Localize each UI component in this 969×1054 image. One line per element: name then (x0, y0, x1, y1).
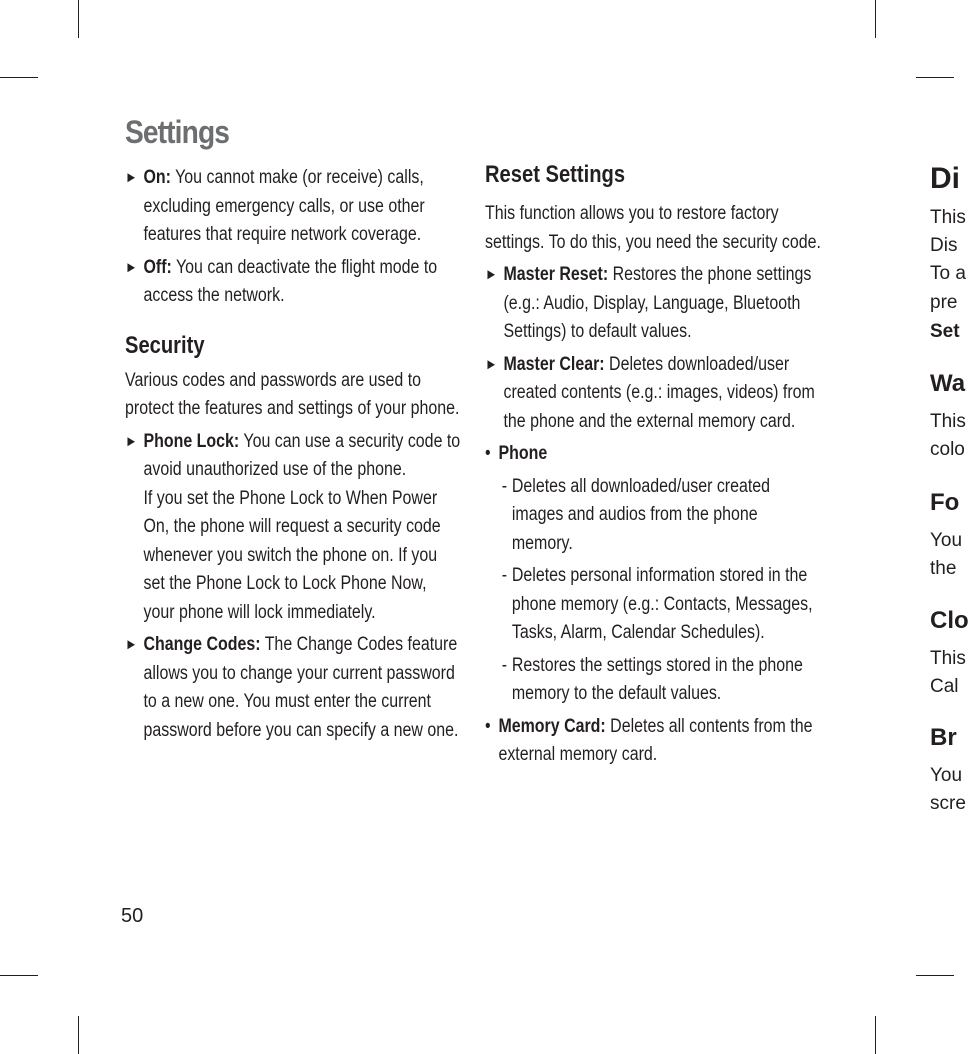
clipped-text: This (930, 411, 966, 432)
flight-off-text: You can deactivate the flight mode to access the network. (143, 256, 438, 306)
triangle-bullet-icon: ► (125, 636, 138, 653)
triangle-bullet-icon: ► (485, 266, 498, 283)
flight-off-label: Off: (143, 256, 172, 278)
reset-intro: This function allows you to restore factory settings. To do this, you need the security code. (485, 203, 821, 253)
clipped-heading: Br (930, 724, 957, 751)
change-codes-item (125, 631, 461, 745)
memory-card-label: Memory Card: (498, 715, 606, 737)
page-number: 50 (121, 905, 144, 927)
phone-subitem-text: Deletes personal information stored in the phone memory (e.g.: Contacts, Messages, Tasks, Alarm, Calendar Schedules). (511, 565, 813, 643)
left-column (125, 160, 525, 745)
triangle-bullet-icon: ► (125, 432, 138, 450)
crop-mark (78, 1016, 79, 1054)
master-reset-label: Master Reset: (503, 264, 609, 285)
crop-mark (78, 0, 79, 38)
clipped-heading: Fo (930, 489, 960, 516)
master-reset-item (485, 261, 821, 347)
clipped-text: colo (930, 439, 965, 460)
security-heading: Security (125, 331, 205, 359)
phone-lock-detail: If you set the Phone Lock to When Power On, the phone will request a security code whenever you switch the phone on. If you set the Phone Lock to Lock Phone Now, your phone will lock immediately. (143, 487, 441, 623)
phone-label: Phone (498, 443, 548, 464)
crop-mark (0, 975, 38, 976)
clipped-heading: Di (930, 162, 960, 195)
flight-on-text: You cannot make (or receive) calls, excluding emergency calls, or use other features that require network coverage. (143, 167, 425, 245)
triangle-bullet-icon: ► (125, 258, 138, 276)
change-codes-label: Change Codes: (143, 634, 261, 655)
phone-lock-text: You can use a security code to avoid unauthorized use of the phone. (143, 430, 461, 480)
clipped-text: This (930, 648, 966, 669)
clipped-text: To a (930, 263, 966, 284)
master-reset-text: Restores the phone settings (e.g.: Audio, Display, Language, Bluetooth Settings) to default values. (503, 264, 812, 342)
flight-on-label: On: (143, 167, 171, 188)
clipped-heading: Wa (930, 370, 966, 397)
triangle-bullet-icon: ► (485, 355, 498, 373)
master-clear-label: Master Clear: (503, 353, 605, 375)
bullet-dot-icon: • (485, 715, 491, 737)
bullet-dot-icon: • (485, 443, 491, 464)
flight-on-item (125, 164, 461, 250)
crop-mark (0, 77, 38, 78)
phone-subitem: - Restores the settings stored in the phone memory to the default values. (501, 654, 803, 704)
clipped-text: You (930, 530, 963, 551)
clipped-text: pre (930, 292, 958, 313)
next-page-clipped-column (930, 0, 969, 1054)
phone-lock-item (125, 428, 461, 628)
page-title: Settings (125, 114, 230, 150)
middle-column (485, 160, 885, 770)
phone-item (485, 440, 821, 469)
crop-mark (875, 0, 876, 38)
phone-subitem: - Deletes personal information stored in the phone memory (e.g.: Contacts, Messages, Tasks, Alarm, Calendar Schedules). (501, 565, 813, 643)
triangle-bullet-icon: ► (125, 169, 138, 186)
clipped-text: Set (930, 321, 960, 342)
master-clear-item (485, 351, 821, 437)
security-intro: Various codes and passwords are used to protect the features and settings of your phone. (125, 369, 460, 419)
flight-off-item (125, 254, 461, 311)
clipped-text: You (930, 765, 963, 786)
memory-card-text: Deletes all contents from the external memory card. (498, 715, 813, 765)
phone-subitem: - Deletes all downloaded/user created images and audios from the phone memory. (501, 475, 771, 554)
reset-heading: Reset Settings (485, 161, 626, 188)
clipped-text: the (930, 558, 957, 579)
master-clear-text: Deletes downloaded/user created contents (e.g.: images, videos) from the phone and the external memory card. (503, 353, 815, 432)
clipped-heading: Clo (930, 607, 969, 634)
phone-lock-label: Phone Lock: (143, 430, 240, 452)
crop-mark (875, 1016, 876, 1054)
clipped-text: Dis (930, 235, 958, 256)
clipped-text: scre (930, 793, 966, 814)
phone-subitem-text: Deletes all downloaded/user created images and audios from the phone memory. (511, 475, 771, 554)
phone-subitem-text: Restores the settings stored in the phone memory to the default values. (511, 654, 803, 704)
clipped-text: Cal (930, 676, 959, 697)
memory-card-item (485, 713, 821, 770)
clipped-text: This (930, 207, 966, 228)
change-codes-text: The Change Codes feature allows you to change your current password to a new one. You must enter the current password before you can specify a new one. (143, 634, 459, 741)
